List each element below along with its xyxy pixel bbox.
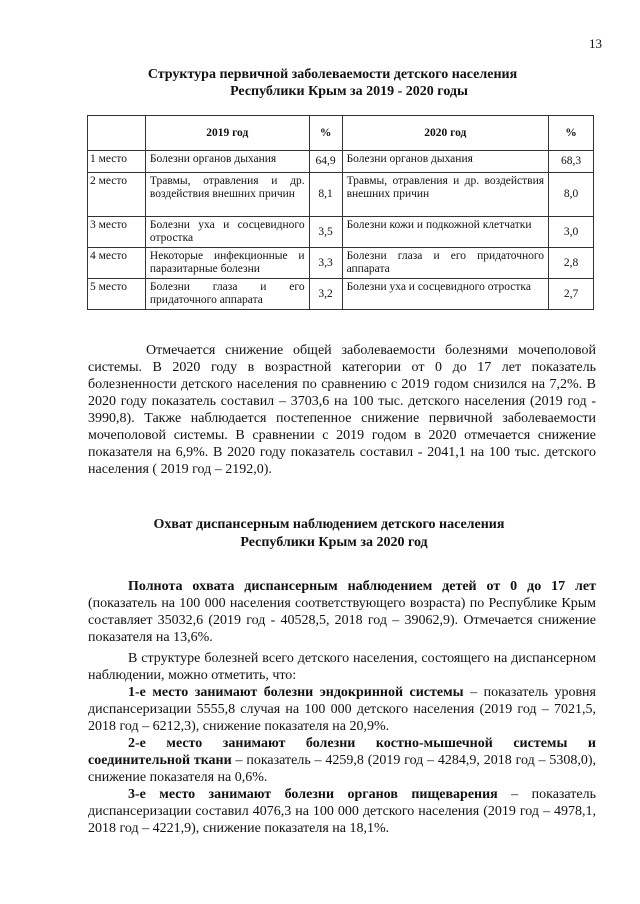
pct-2020-cell: 3,0	[549, 217, 594, 248]
pct-2019-cell: 3,5	[309, 217, 342, 248]
item-second-place	[88, 735, 596, 786]
disease-2019-cell: Болезни глаза и его придаточного аппарата	[145, 279, 309, 310]
paragraph-structure: В структуре болезней всего детского населения, состоящего на диспансерном наблюдении, можно отметить, что:	[88, 651, 596, 683]
paragraph-coverage	[88, 578, 596, 646]
table-row	[88, 151, 594, 173]
table-title-line1: Структура первичной заболеваемости детского населения	[147, 67, 518, 82]
rank-cell: 5 место	[88, 279, 146, 310]
coverage-bold: Полнота охвата диспансерным наблюдением детей от 0 до 17 лет	[128, 579, 596, 594]
section-title	[0, 516, 640, 552]
rank-cell: 2 место	[88, 173, 146, 217]
second-place-bold: 2-е место занимают болезни костно-мышечной системы и соединительной ткани	[88, 736, 596, 768]
disease-2020-cell: Болезни уха и сосцевидного отростка	[342, 279, 549, 310]
third-place-text: – показатель диспансеризации составил 4076,3 на 100 000 детского населения (2019 год – 4978,1, 2018 год – 4221,9), снижение показателя на 18,1%.	[88, 787, 596, 836]
pct-2020-cell: 8,0	[549, 173, 594, 217]
disease-2019-cell: Травмы, отравления и др. воздействия внешних причин	[145, 173, 309, 217]
first-place-text: – показатель уровня диспансеризации 5555,8 случая на 100 000 детского населения (2019 год – 7021,5, 2018 год – 6212,3), снижение показателя на 20,9%.	[88, 685, 596, 734]
page-number: 13	[589, 36, 602, 51]
rank-cell: 1 место	[88, 151, 146, 173]
pct-2019-cell: 8,1	[309, 173, 342, 217]
table-row	[88, 173, 594, 217]
disease-2020-cell: Болезни глаза и его придаточного аппарата	[342, 248, 549, 279]
paragraph-urogenital: Отмечается снижение общей заболеваемости болезнями мочеполовой системы. В 2020 году в возрастной категории от 0 до 17 лет показатель болезненности детского населения по сравнению с 2019 годом снизился на 7,2%. В 2020 году показатель составил – 3703,6 на 100 тыс. детского населения (2019 год - 3990,8). Также наблюдается постепенное снижение первичной заболеваемости мочеполовой системы. В сравнении с 2019 годом в 2020 отмечается снижение показателя на 6,9%. В 2020 году показатель составил - 2041,1 на 100 тыс. детского населения ( 2019 год – 2192,0).	[88, 343, 596, 477]
header-2019: 2019 год	[145, 116, 309, 151]
section-title-line1: Охват диспансерным наблюдением детского населения	[153, 517, 505, 532]
header-2020: 2020 год	[342, 116, 549, 151]
rank-cell: 4 место	[88, 248, 146, 279]
table-title	[0, 66, 640, 100]
header-rank	[88, 116, 146, 151]
third-place-bold: 3-е место занимают болезни органов пищеварения	[128, 787, 498, 802]
pct-2019-cell: 3,2	[309, 279, 342, 310]
table-title-line2: Республики Крым за 2019 - 2020 годы	[230, 84, 468, 99]
table-row	[88, 217, 594, 248]
coverage-text: (показатель на 100 000 населения соответствующего возраста) по Республике Крым составляет 35032,6 (2019 год - 40528,5, 2018 год – 39062,9). Отмечается снижение показателя на 13,6%.	[88, 596, 596, 645]
first-place-bold: 1-е место занимают болезни эндокринной системы	[128, 685, 464, 700]
header-pct-2020: %	[549, 116, 594, 151]
pct-2019-cell: 64,9	[309, 151, 342, 173]
table-row	[88, 279, 594, 310]
pct-2020-cell: 2,7	[549, 279, 594, 310]
pct-2020-cell: 68,3	[549, 151, 594, 173]
pct-2020-cell: 2,8	[549, 248, 594, 279]
morbidity-table	[87, 115, 594, 310]
disease-2020-cell: Болезни органов дыхания	[342, 151, 549, 173]
disease-2019-cell: Болезни уха и сосцевидного отростка	[145, 217, 309, 248]
pct-2019-cell: 3,3	[309, 248, 342, 279]
table-header-row	[88, 116, 594, 151]
item-third-place	[88, 786, 596, 837]
item-first-place	[88, 684, 596, 735]
disease-2019-cell: Болезни органов дыхания	[145, 151, 309, 173]
disease-2020-cell: Травмы, отравления и др. воздействия внешних причин	[342, 173, 549, 217]
second-place-text: – показатель – 4259,8 (2019 год – 4284,9, 2018 год – 5308,0), снижение показателя на 0,6%.	[88, 753, 597, 785]
disease-2019-cell: Некоторые инфекционные и паразитарные болезни	[145, 248, 309, 279]
rank-cell: 3 место	[88, 217, 146, 248]
header-pct-2019: %	[309, 116, 342, 151]
table-row	[88, 248, 594, 279]
disease-2020-cell: Болезни кожи и подкожной клетчатки	[342, 217, 549, 248]
section-title-line2: Республики Крым за 2020 год	[240, 535, 428, 550]
